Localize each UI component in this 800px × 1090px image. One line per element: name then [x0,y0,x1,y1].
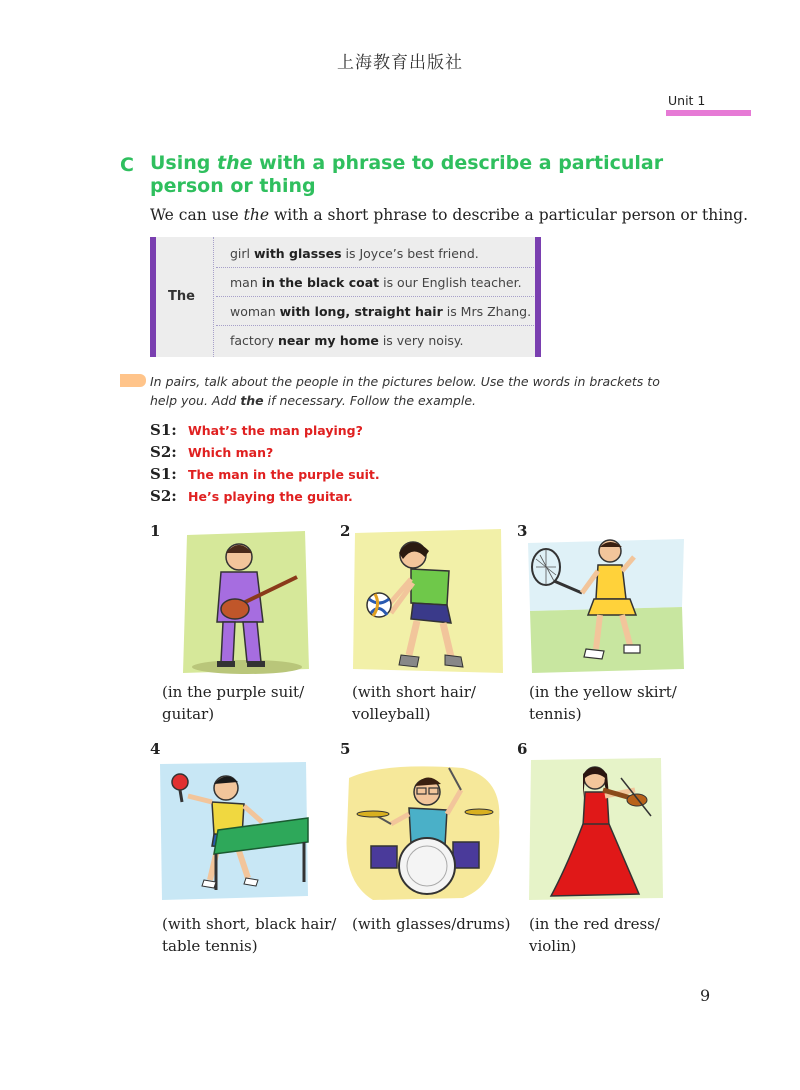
picture-number: 2 [340,522,351,540]
page-number: 9 [700,986,711,1005]
guitar-player-illustration [177,527,315,677]
section-letter: C [120,154,134,176]
dialogue-text: What’s the man playing? [188,423,363,438]
table-divider [213,237,214,357]
speaker-label: S2: [150,487,177,505]
table-row: girl with glasses is Joyce’s best friend. [216,239,534,268]
section-title: Using the with a phrase to describe a particular person or thing [150,152,664,197]
table-row: factory near my home is very noisy. [230,333,464,348]
picture-number: 3 [517,522,528,540]
speaker-label: S2: [150,443,177,461]
drummer-illustration [343,762,506,902]
dialogue-text: The man in the purple suit. [188,467,380,482]
picture-caption: (in the yellow skirt/ tennis) [529,683,677,723]
dialogue-text: He’s playing the guitar. [188,489,353,504]
grammar-table [150,237,541,357]
picture-caption: (in the purple suit/ guitar) [162,683,305,723]
exercise-instruction: In pairs, talk about the people in the pictures below. Use the words in brackets to help you. Add the if necessary. Follow the example. [150,374,660,408]
picture-number: 4 [150,740,161,758]
picture-caption: (with glasses/drums) [352,915,511,933]
table-article-label: The [168,289,195,304]
section-intro: We can use the with a short phrase to describe a particular person or thing. [150,206,749,224]
publisher-name: 上海教育出版社 [337,53,463,73]
unit-color-bar [666,110,751,116]
tennis-player-illustration [526,537,686,677]
table-left-bar [150,237,156,357]
picture-caption: (in the red dress/ violin) [529,915,660,955]
speaker-label: S1: [150,421,177,439]
dialogue-text: Which man? [188,445,274,460]
table-row: man in the black coat is our English teacher. [216,268,534,297]
volleyball-player-illustration [351,527,506,677]
table-row: woman with long, straight hair is Mrs Zhang. [216,297,534,326]
table-right-bar [535,237,541,357]
picture-caption: (with short hair/ volleyball) [352,683,476,723]
unit-label: Unit 1 [668,93,706,108]
picture-number: 1 [150,522,161,540]
picture-caption: (with short, black hair/ table tennis) [162,915,337,955]
violinist-illustration [527,756,665,902]
speaker-label: S1: [150,465,177,483]
table-tennis-player-illustration [158,760,310,902]
picture-number: 6 [517,740,528,758]
exercise-marker [120,374,146,387]
picture-number: 5 [340,740,351,758]
